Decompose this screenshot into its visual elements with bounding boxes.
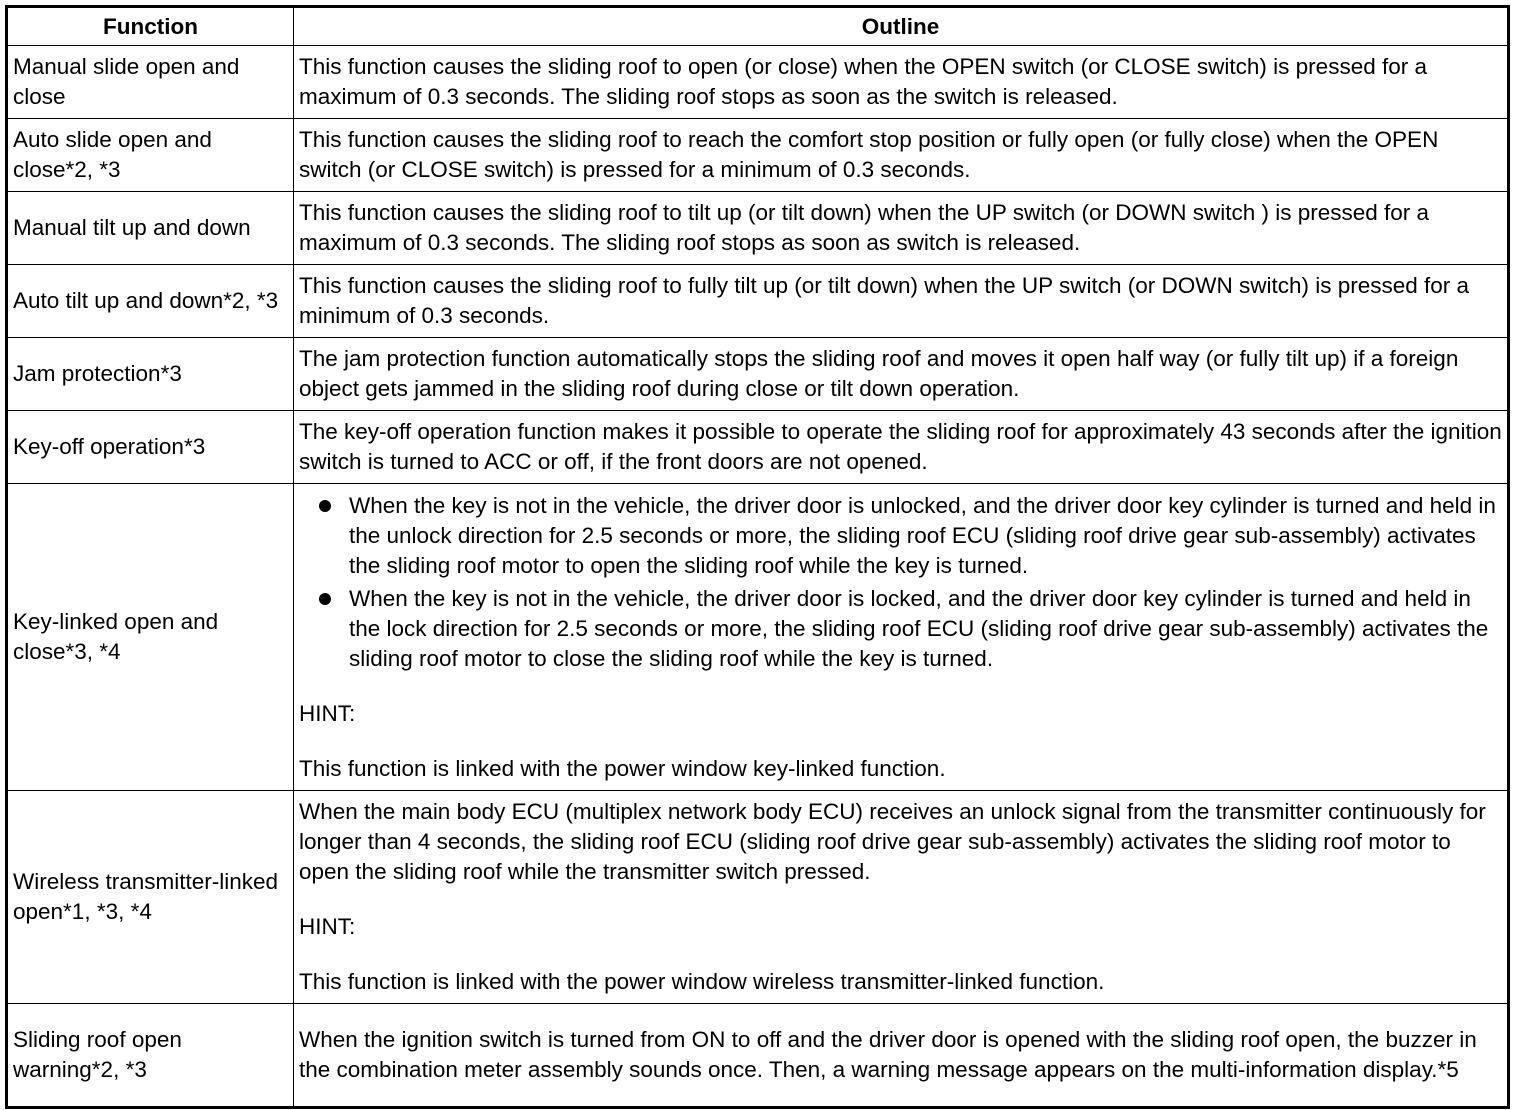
function-cell: Auto tilt up and down*2, *3: [7, 265, 294, 338]
table-row: [7, 192, 1509, 265]
function-cell: Key-off operation*3: [7, 411, 294, 484]
bullet-text: When the key is not in the vehicle, the driver door is unlocked, and the driver door key cylinder is turned and held in the unlock direction for 2.5 seconds or more, the sliding roof ECU (sliding roof drive gear sub-assembly) activates the sliding roof motor to open the sliding roof while the key is turned.: [349, 492, 1496, 578]
outline-cell: The key-off operation function makes it possible to operate the sliding roof for approximately 43 seconds after the ignition switch is turned to ACC or off, if the front doors are not opened.: [294, 411, 1509, 484]
hint-label: HINT:: [299, 914, 356, 939]
hint-label: HINT:: [299, 700, 356, 726]
list-item: [299, 491, 1503, 581]
outline-cell: When the ignition switch is turned from ON to off and the driver door is opened with the sliding roof open, the buzzer in the combination meter assembly sounds once. Then, a warning message appears on the multi-information display.*5: [294, 1004, 1509, 1108]
bullet-text: When the key is not in the vehicle, the driver door is locked, and the driver door key cylinder is turned and held in the lock direction for 2.5 seconds or more, the sliding roof ECU (sliding roof drive gear sub-assembly) activates the sliding roof motor to close the sliding roof while the key is turned.: [349, 585, 1489, 671]
outline-cell: [294, 484, 1509, 791]
function-cell: Auto slide open and close*2, *3: [7, 119, 294, 192]
list-item: [299, 584, 1503, 674]
function-cell: Manual slide open and close: [7, 46, 294, 119]
hint-text: This function is linked with the power window wireless transmitter-linked function.: [299, 969, 1105, 994]
table-row: [7, 46, 1509, 119]
function-cell: Manual tilt up and down: [7, 192, 294, 265]
column-header-outline: Outline: [294, 7, 1509, 46]
bullet-list: [299, 491, 1503, 674]
function-cell: Wireless transmitter-linked open*1, *3, *4: [7, 791, 294, 1004]
table-row: [7, 265, 1509, 338]
hint-text: This function is linked with the power window key-linked function.: [299, 755, 946, 781]
outline-paragraph: When the main body ECU (multiplex network body ECU) receives an unlock signal from the transmitter continuously for longer than 4 seconds, the sliding roof ECU (sliding roof drive gear sub-assembly) activates the sliding roof motor to open the sliding roof while the transmitter switch pressed.: [299, 799, 1486, 884]
table-row: [7, 119, 1509, 192]
function-outline-table: [5, 5, 1510, 1109]
table-row: [7, 791, 1509, 1004]
function-cell: Key-linked open and close*3, *4: [7, 484, 294, 791]
outline-cell: This function causes the sliding roof to fully tilt up (or tilt down) when the UP switch (or DOWN switch) is pressed for a minimum of 0.3 seconds.: [294, 265, 1509, 338]
column-header-function: Function: [7, 7, 294, 46]
document-page: [5, 5, 1507, 1102]
function-cell: Jam protection*3: [7, 338, 294, 411]
table-row: [7, 484, 1509, 791]
outline-cell: [294, 791, 1509, 1004]
table-row: [7, 411, 1509, 484]
outline-cell: This function causes the sliding roof to reach the comfort stop position or fully open (or fully close) when the OPEN switch (or CLOSE switch) is pressed for a minimum of 0.3 seconds.: [294, 119, 1509, 192]
table-row: [7, 338, 1509, 411]
function-cell: Sliding roof open warning*2, *3: [7, 1004, 294, 1108]
outline-cell: The jam protection function automatically stops the sliding roof and moves it open half way (or fully tilt up) if a foreign object gets jammed in the sliding roof during close or tilt down operation.: [294, 338, 1509, 411]
bullet-icon: [319, 500, 331, 512]
table-header-row: [7, 7, 1509, 46]
table-row: [7, 1004, 1509, 1108]
outline-cell: This function causes the sliding roof to tilt up (or tilt down) when the UP switch (or DOWN switch ) is pressed for a maximum of 0.3 seconds. The sliding roof stops as soon as switch is released.: [294, 192, 1509, 265]
bullet-icon: [319, 593, 331, 605]
outline-cell: This function causes the sliding roof to open (or close) when the OPEN switch (or CLOSE switch) is pressed for a maximum of 0.3 seconds. The sliding roof stops as soon as the switch is released.: [294, 46, 1509, 119]
